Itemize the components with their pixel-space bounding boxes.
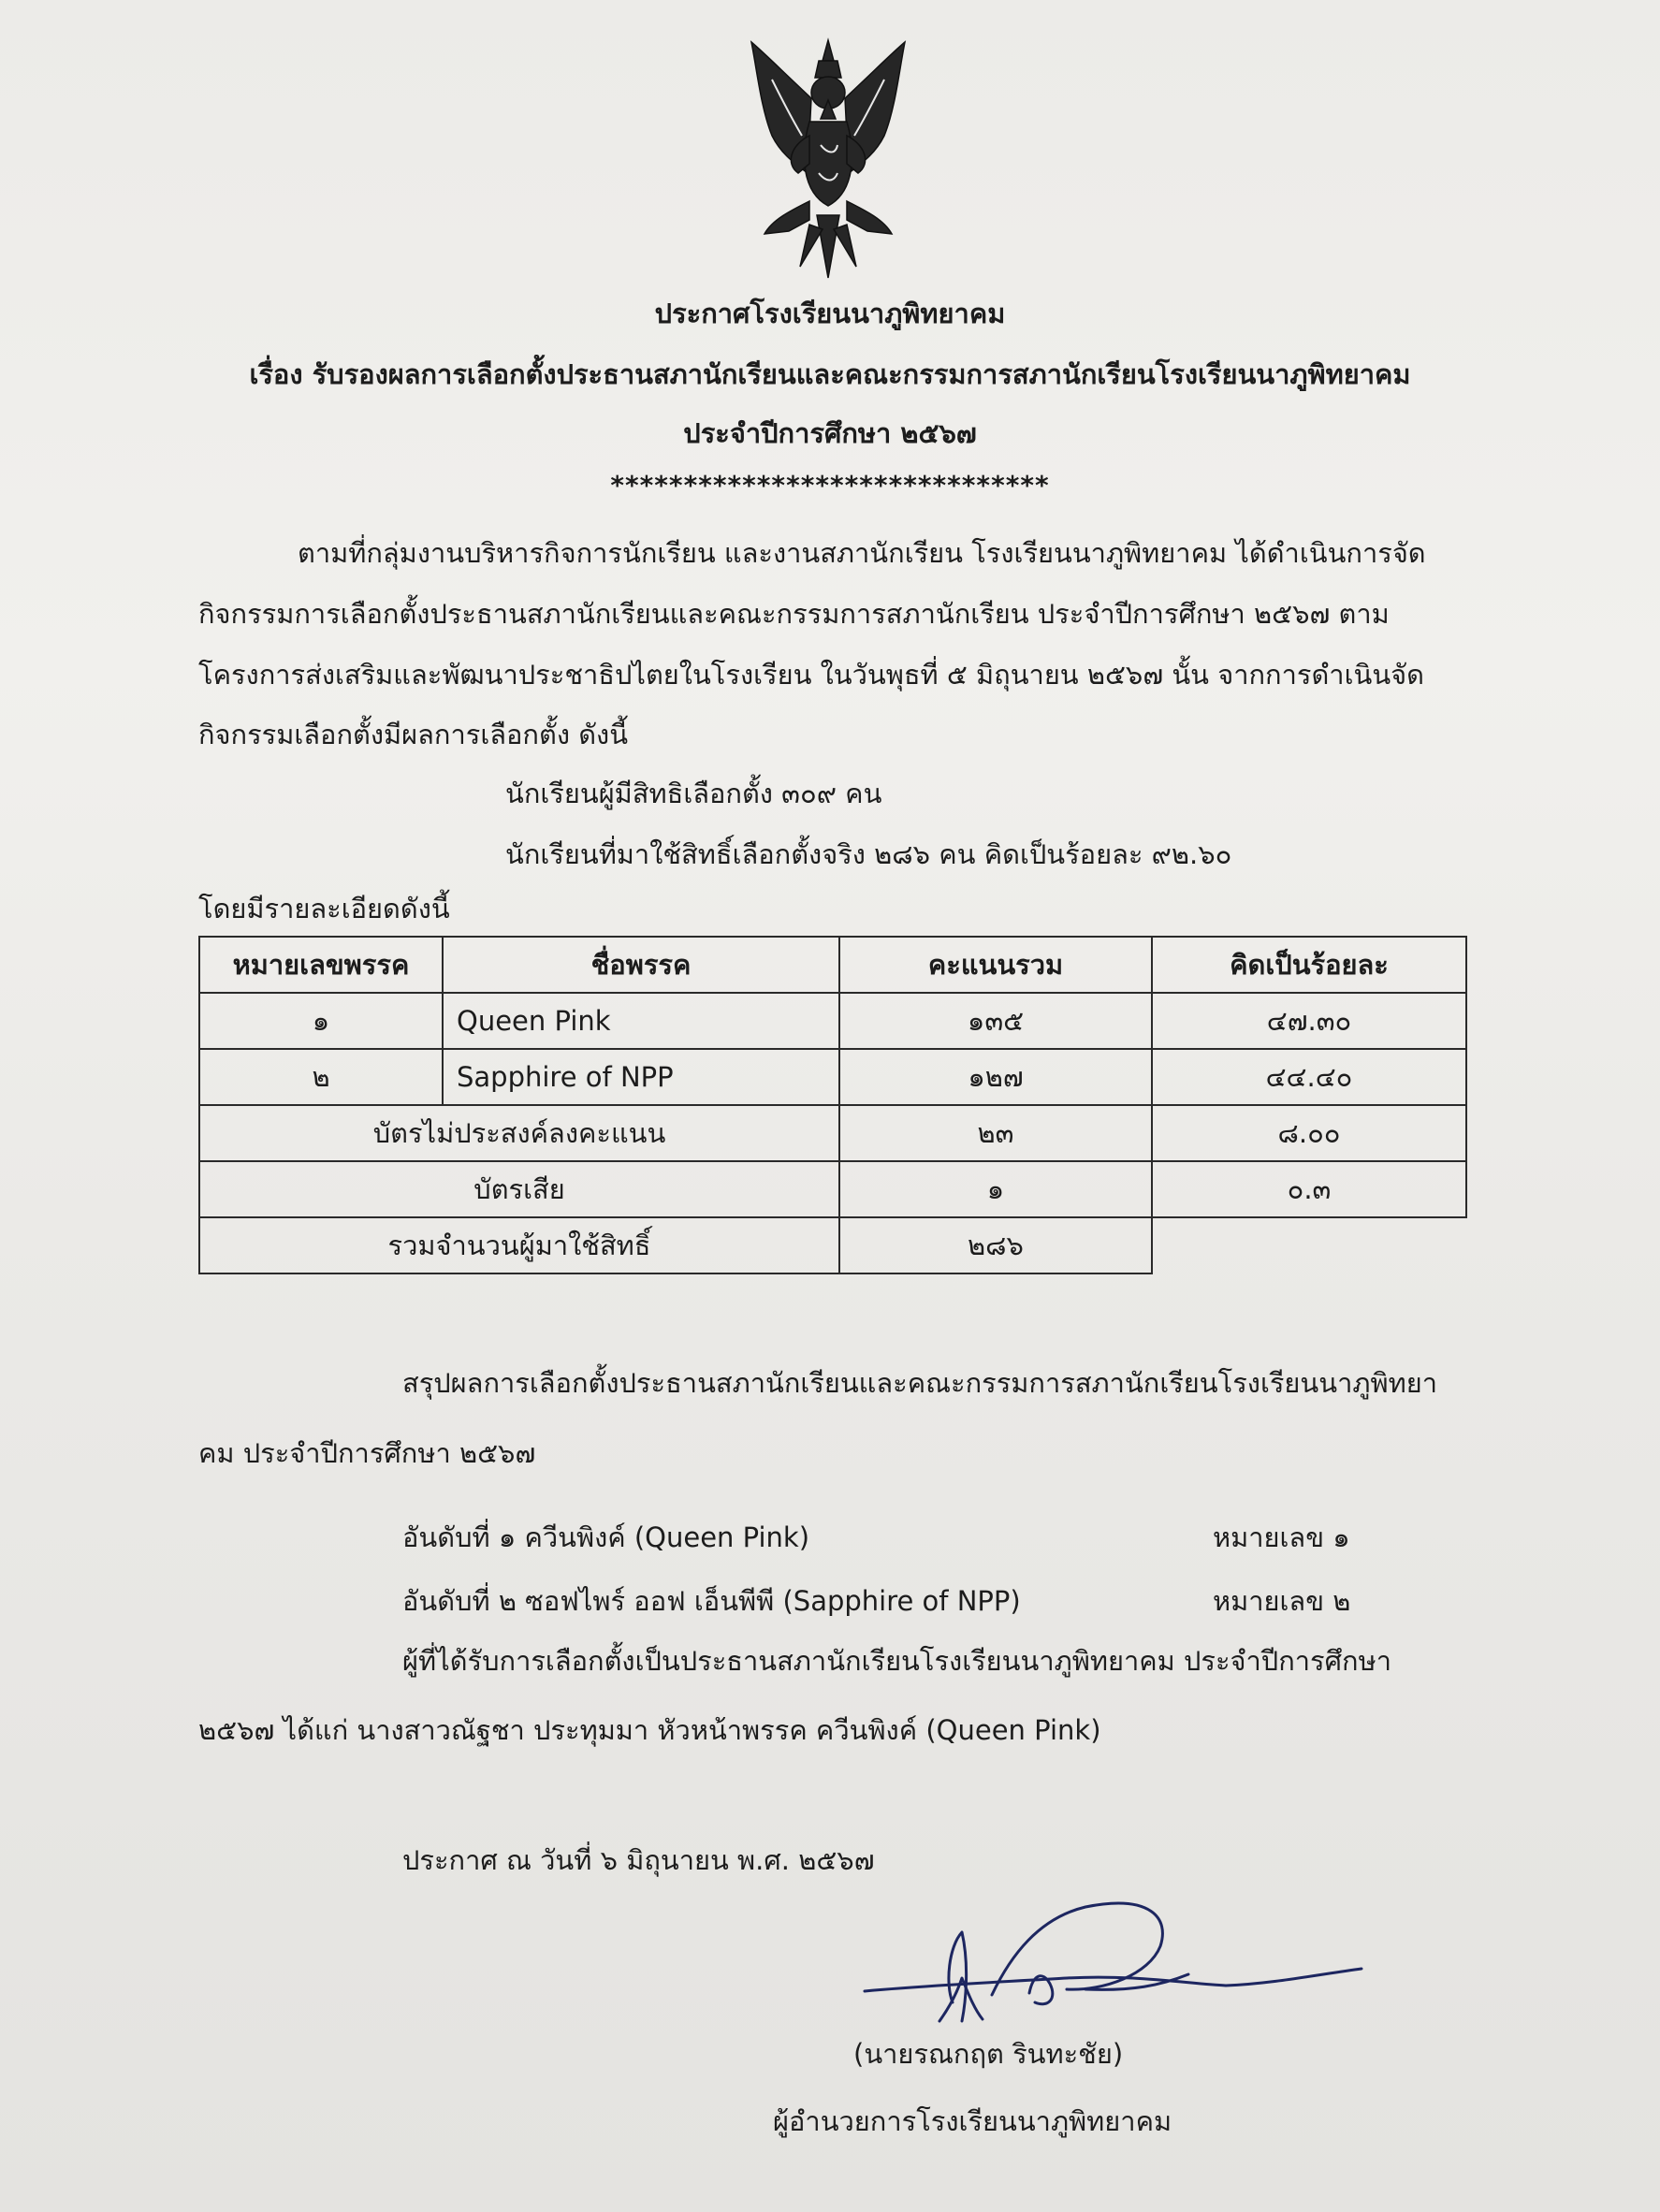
total-label: รวมจำนวนผู้มาใช้สิทธิ์ <box>199 1217 839 1273</box>
rank-1-number: หมายเลข ๑ <box>1213 1521 1350 1553</box>
rank-1: อันดับที่ ๑ ควีนพิงค์ (Queen Pink) <box>402 1521 810 1553</box>
party-percent: ๔๗.๓๐ <box>1152 993 1466 1049</box>
header-total-score: คะแนนรวม <box>839 937 1152 993</box>
table-row <box>199 1049 1466 1105</box>
intro-line-3: โครงการส่งเสริมและพัฒนาประชาธิปไตยในโรงเรียน ในวันพุธที่ ๕ มิถุนายน ๒๕๖๗ นั้น จากการดำเนินจัด <box>198 659 1424 691</box>
spoiled-label: บัตรเสีย <box>199 1161 839 1217</box>
intro-line-2: กิจกรรมการเลือกตั้งประธานสภานักเรียนและคณะกรรมการสภานักเรียน ประจำปีการศึกษา ๒๕๖๗ ตาม <box>198 598 1390 630</box>
header-percent: คิดเป็นร้อยละ <box>1152 937 1466 993</box>
summary-line-2: คม ประจำปีการศึกษา ๒๕๖๗ <box>198 1437 536 1469</box>
spoiled-row <box>199 1161 1466 1217</box>
summary-line-1: สรุปผลการเลือกตั้งประธานสภานักเรียนและคณะกรรมการสภานักเรียนโรงเรียนนาภูพิทยา <box>402 1367 1437 1399</box>
eligible-voters: นักเรียนผู้มีสิทธิเลือกตั้ง ๓๐๙ คน <box>505 778 882 809</box>
rank-2-number: หมายเลข ๒ <box>1213 1585 1351 1617</box>
table-row <box>199 993 1466 1049</box>
spoiled-percent: ๐.๓ <box>1152 1161 1466 1217</box>
table-header-row <box>199 937 1466 993</box>
results-table <box>198 936 1467 1274</box>
signature-icon <box>852 1881 1376 2040</box>
party-number: ๒ <box>199 1049 443 1105</box>
total-row <box>199 1217 1466 1273</box>
separator-stars: ****************************** <box>610 470 1050 501</box>
intro-line-1: ตามที่กลุ่มงานบริหารกิจการนักเรียน และงานสภานักเรียน โรงเรียนนาภูพิทยาคม ได้ดำเนินการจัด <box>298 537 1426 569</box>
signer-position: ผู้อำนวยการโรงเรียนนาภูพิทยาคม <box>773 2105 1172 2137</box>
header-party-number: หมายเลขพรรค <box>199 937 443 993</box>
party-score: ๑๒๗ <box>839 1049 1152 1105</box>
rank-2: อันดับที่ ๒ ซอฟไพร์ ออฟ เอ็นพีพี (Sapphire of NPP) <box>402 1585 1021 1617</box>
signer-name: (นายรณกฤต รินทะชัย) <box>853 2038 1124 2070</box>
total-score: ๒๘๖ <box>839 1217 1152 1273</box>
party-number: ๑ <box>199 993 443 1049</box>
header-party-name: ชื่อพรรค <box>443 937 839 993</box>
document-year: ประจำปีการศึกษา ๒๕๖๗ <box>683 417 977 449</box>
party-percent: ๔๔.๔๐ <box>1152 1049 1466 1105</box>
document-title: ประกาศโรงเรียนนาภูพิทยาคม <box>654 298 1006 329</box>
abstain-label: บัตรไม่ประสงค์ลงคะแนน <box>199 1105 839 1161</box>
empty-cell <box>1152 1217 1466 1273</box>
winner-line-2: ๒๕๖๗ ได้แก่ นางสาวณัฐชา ประทุมมา หัวหน้าพรรค ควีนพิงค์ (Queen Pink) <box>198 1714 1101 1746</box>
abstain-score: ๒๓ <box>839 1105 1152 1161</box>
document-subject: เรื่อง รับรองผลการเลือกตั้งประธานสภานักเรียนและคณะกรรมการสภานักเรียนโรงเรียนนาภูพิทยาคม <box>249 358 1411 390</box>
garuda-emblem-icon <box>744 33 912 281</box>
party-score: ๑๓๕ <box>839 993 1152 1049</box>
party-name: Queen Pink <box>443 993 839 1049</box>
abstain-row <box>199 1105 1466 1161</box>
spoiled-score: ๑ <box>839 1161 1152 1217</box>
abstain-percent: ๘.๐๐ <box>1152 1105 1466 1161</box>
winner-line-1: ผู้ที่ได้รับการเลือกตั้งเป็นประธานสภานักเรียนโรงเรียนนาภูพิทยาคม ประจำปีการศึกษา <box>402 1645 1391 1677</box>
details-label: โดยมีรายละเอียดดังนี้ <box>198 893 450 924</box>
announce-date: ประกาศ ณ วันที่ ๖ มิถุนายน พ.ศ. ๒๕๖๗ <box>402 1844 875 1876</box>
actual-voters: นักเรียนที่มาใช้สิทธิ์เลือกตั้งจริง ๒๘๖ คน คิดเป็นร้อยละ ๙๒.๖๐ <box>505 838 1232 870</box>
intro-line-4: กิจกรรมเลือกตั้งมีผลการเลือกตั้ง ดังนี้ <box>198 719 629 750</box>
party-name: Sapphire of NPP <box>443 1049 839 1105</box>
